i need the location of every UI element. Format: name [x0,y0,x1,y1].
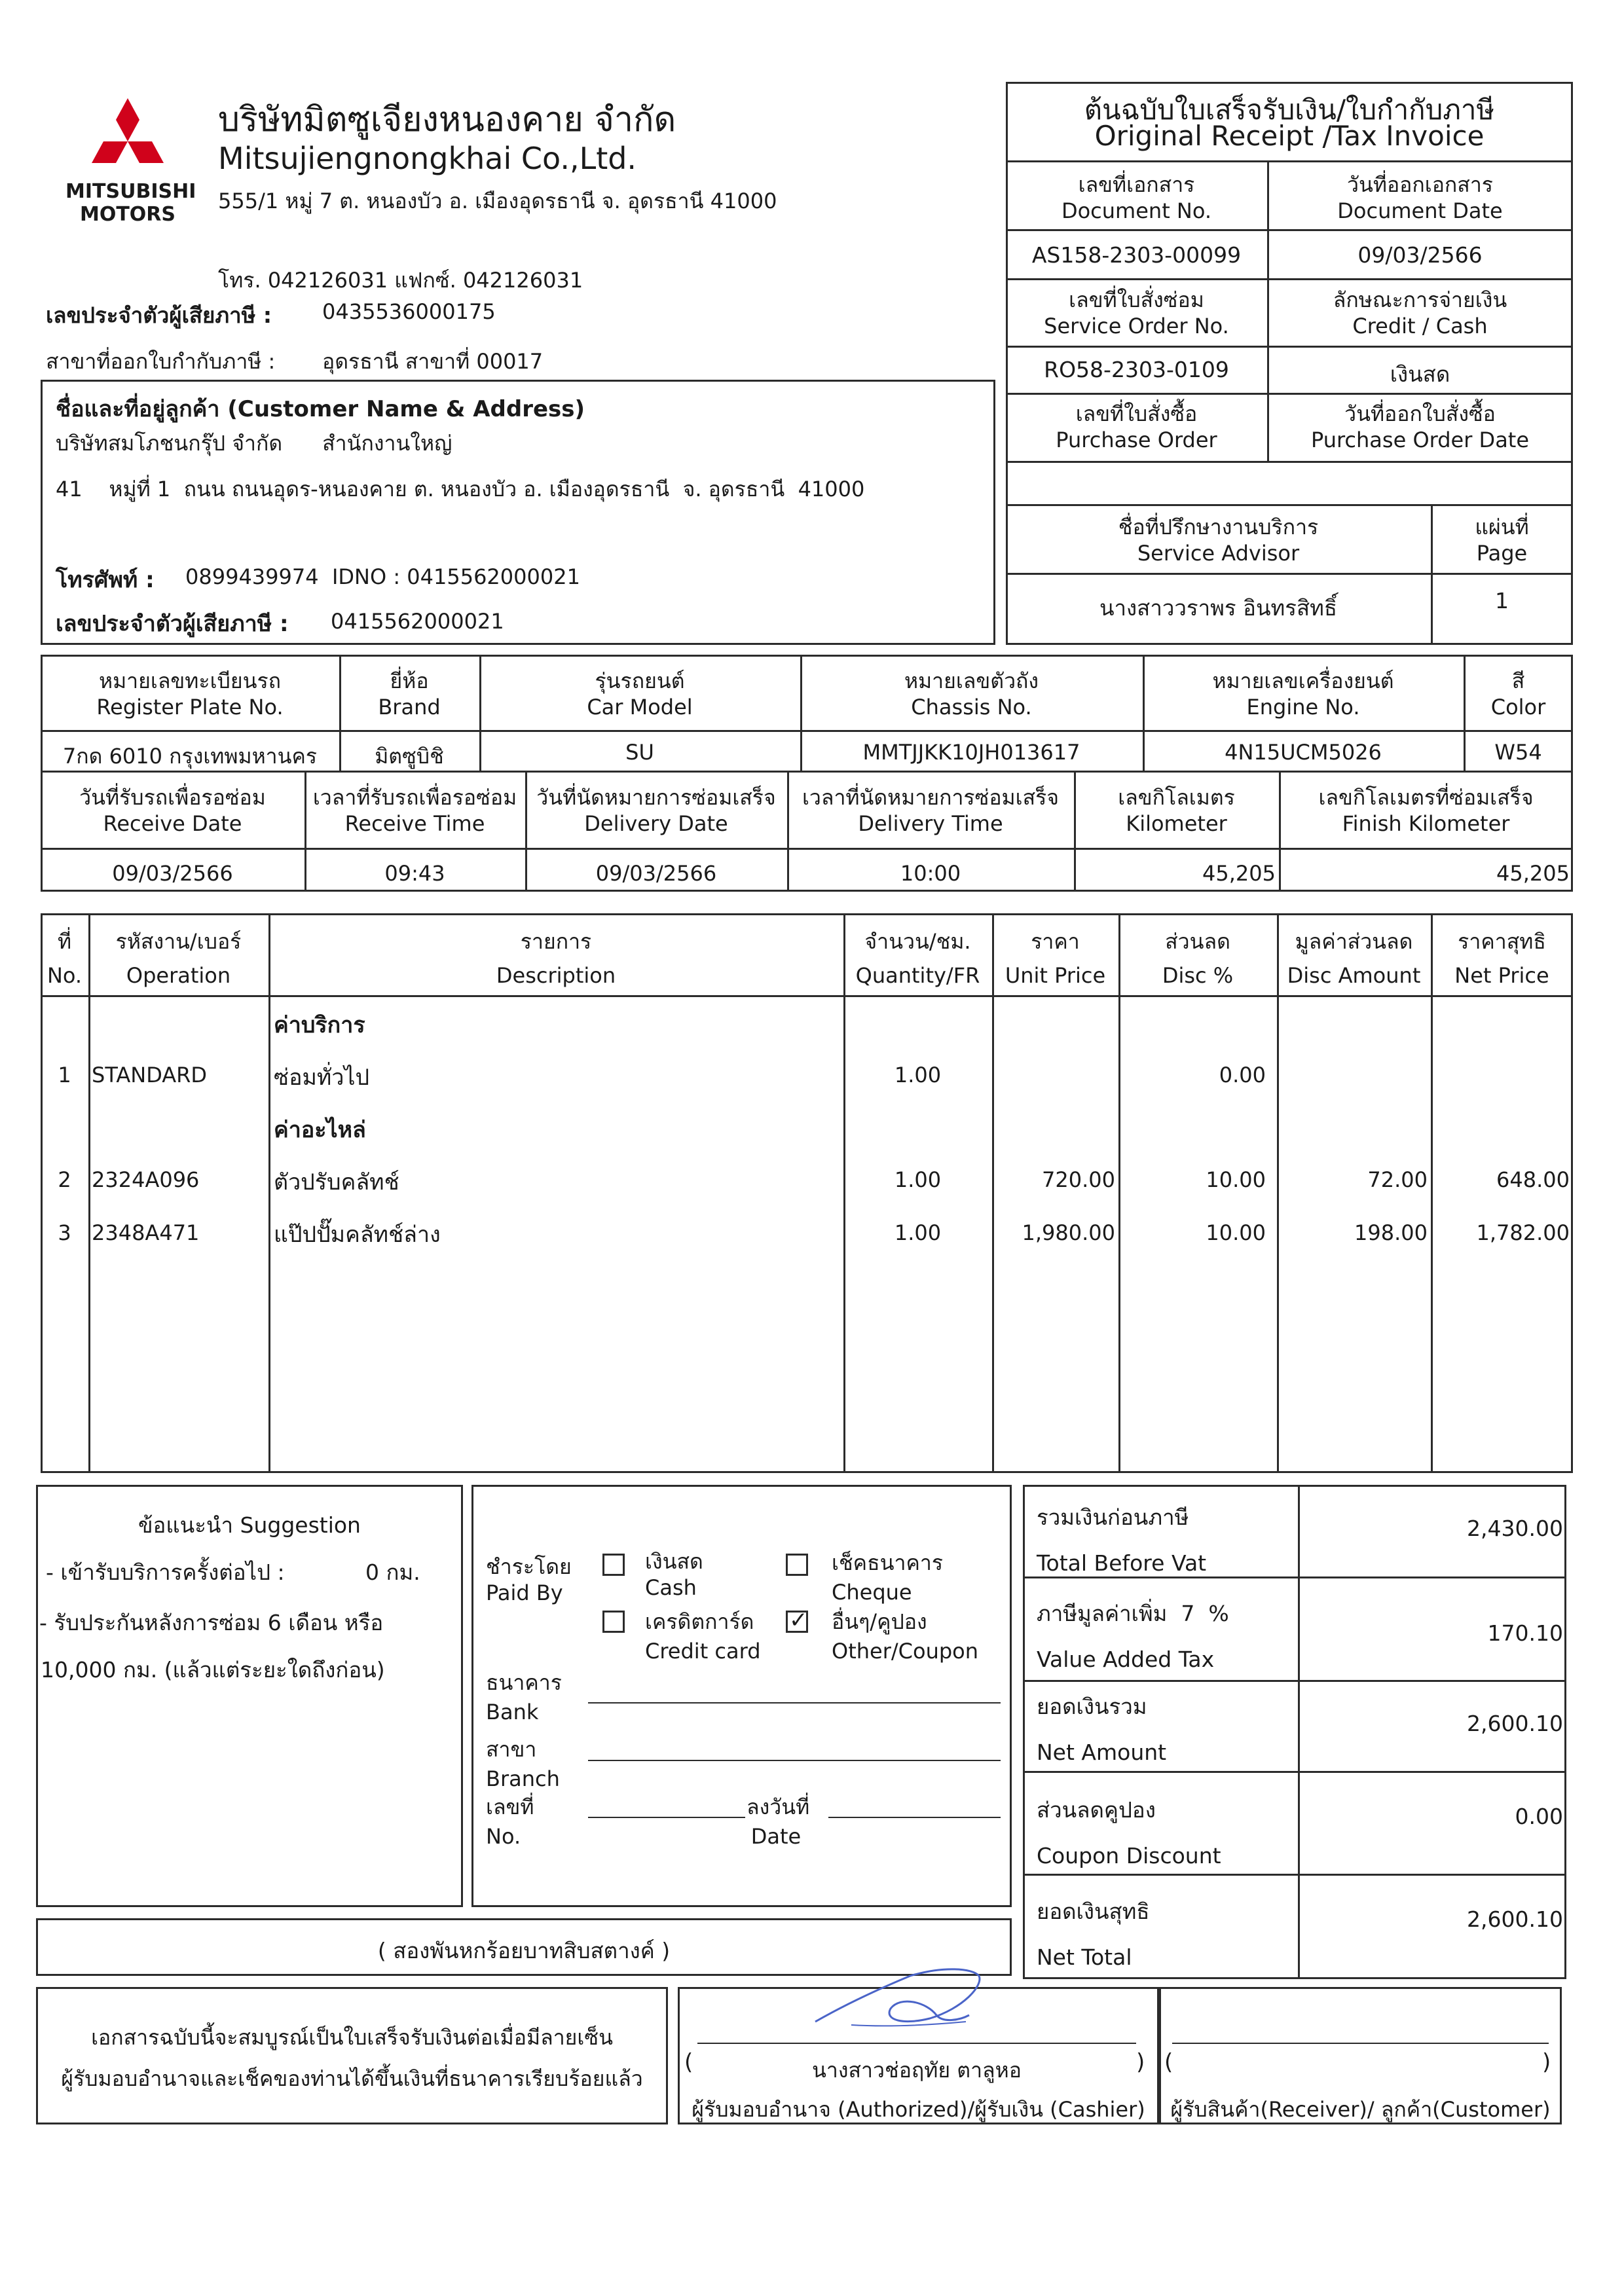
suggestion-line3: 10,000 กม. (แล้วแต่ระยะใดถึงก่อน) [41,1657,385,1683]
title-en: Original Receipt /Tax Invoice [1094,120,1485,152]
row3-operation: 2348A471 [92,1220,200,1245]
paid-by-label: ชำระโดย Paid By [486,1554,572,1605]
items-header-disc-percent: ส่วนลด Disc % [1162,929,1234,988]
vehicle-model-value: SU [625,740,654,765]
other-coupon-label: อื่นๆ/คูปอง Other/Coupon [832,1609,979,1664]
vehicle-chassis-value: MMTJJKK10JH013617 [862,740,1080,765]
finish-kilometer-value: 45,205 [1496,861,1570,886]
page-label: แผ่นที่ Page [1475,515,1529,566]
cheque-checkbox[interactable] [786,1554,808,1576]
vat-value: 170.10 [1487,1620,1563,1646]
row2-operation: 2324A096 [92,1167,200,1192]
items-header-operation: รหัสงาน/เบอร์ Operation [115,929,242,988]
items-header-net-price: ราคาสุทธิ Net Price [1454,929,1549,988]
doc-date-value: 09/03/2566 [1357,242,1483,268]
coupon-discount-label: ส่วนลดคูปอง Coupon Discount [1037,1797,1221,1868]
row3-net-price: 1,782.00 [1476,1220,1570,1245]
doc-no-value: AS158-2303-00099 [1031,242,1242,268]
customer-phone: 0899439974 IDNO : 0415562000021 [185,564,580,589]
items-header-disc-amount: มูลค่าส่วนลด Disc Amount [1287,929,1421,988]
section-service: ค่าบริการ [274,1012,365,1038]
branch-line[interactable] [588,1760,1001,1761]
row3-quantity: 1.00 [894,1220,942,1245]
payment-type-label: ลักษณะการจ่ายเงิน Credit / Cash [1333,287,1507,338]
vehicle-brand-value: มิตซูบิชิ [375,744,444,769]
net-total-value: 2,600.10 [1467,1906,1563,1932]
kilometer-header: เลขกิโลเมตร Kilometer [1118,785,1235,836]
row2-quantity: 1.00 [894,1167,942,1192]
footer-note-line1: เอกสารฉบับนี้จะสมบูรณ์เป็นใบเสร็จรับเงินต่อเมื่อมีลายเซ็น [91,2025,613,2050]
vehicle-header-chassis: หมายเลขตัวถัง Chassis No. [904,668,1039,720]
vat-label: ภาษีมูลค่าเพิ่ม 7 % Value Added Tax [1037,1601,1229,1672]
row1-description: ซ่อมทั่วไป [274,1065,370,1091]
customer-address: 41 หมู่ที่ 1 ถนน ถนนอุดร-หนองคาย ต. หนองบัว อ. เมืองอุดรธานี จ. อุดรธานี 41000 [56,477,865,501]
row3-no: 3 [58,1220,71,1245]
items-header-unit-price: ราคา Unit Price [1005,929,1106,988]
receive-date-value: 09/03/2566 [112,861,233,886]
amount-in-words: ( สองพันหกร้อยบาทสิบสตางค์ ) [377,1938,671,1963]
total-before-vat-label: รวมเงินก่อนภาษี Total Before Vat [1037,1504,1207,1576]
vehicle-header-model: รุ่นรถยนต์ Car Model [587,668,693,720]
receive-header-date: วันที่รับรถเพื่อรอซ่อม Receive Date [79,785,266,836]
vehicle-header-engine: หมายเลขเครื่องยนต์ Engine No. [1212,668,1394,720]
row1-operation: STANDARD [92,1063,208,1087]
purchase-order-label: เลขที่ใบสั่งซื้อ Purchase Order [1056,401,1217,452]
company-address: 555/1 หมู่ 7 ต. หนองบัว อ. เมืองอุดรธานี จ. อุดรธานี 41000 [218,189,777,213]
customer-tax-id: 0415562000021 [331,609,504,634]
row2-net-price: 648.00 [1496,1167,1570,1192]
cashier-paren-close: ) [1136,2049,1145,2075]
cashier-name: นางสาวช่อฤทัย ตาลูหอ [812,2058,1022,2083]
other-coupon-checkbox[interactable] [786,1607,808,1633]
customer-label: ชื่อและที่อยู่ลูกค้า (Customer Name & Address) [56,396,585,422]
cheque-label: เช็คธนาคาร Cheque [832,1550,943,1605]
doc-date-label: วันที่ออกเอกสาร Document Date [1337,172,1503,223]
vehicle-header-brand: ยี่ห้อ Brand [378,668,441,720]
page-value: 1 [1495,588,1509,613]
company-tax-id: 0435536000175 [322,299,496,324]
three-diamonds-icon [65,95,190,187]
receiver-label: ผู้รับสินค้า(Receiver)/ ลูกค้า(Customer) [1170,2097,1551,2122]
section-parts: ค่าอะไหล่ [274,1117,366,1143]
logo-text-motors: MOTORS [79,203,176,226]
bank-line[interactable] [588,1702,1001,1704]
items-header-no: ที่ No. [46,929,83,988]
delivery-header-time: เวลาที่นัดหมายการซ่อมเสร็จ Delivery Time [802,785,1060,836]
cash-label: เงินสด Cash [645,1549,703,1600]
row2-description: ตัวปรับคลัทช์ [274,1169,399,1195]
payment-type-value: เงินสด [1390,361,1450,387]
net-amount-label: ยอดเงินรวม Net Amount [1037,1694,1167,1765]
company-name-en: Mitsujiengnongkhai Co.,Ltd. [218,141,637,176]
row1-quantity: 1.00 [894,1063,942,1087]
service-order-value: RO58-2303-0109 [1044,357,1229,382]
suggestion-box [36,1485,463,1907]
cheque-no-label: เลขที่ No. [486,1795,534,1849]
bank-label: ธนาคาร Bank [486,1670,562,1724]
cheque-date-label: ลงวันที่ Date [747,1795,810,1849]
footer-note-box [36,1987,668,2124]
service-advisor-value: นางสาววราพร อินทรสิทธิ์ [1099,595,1338,621]
receiver-paren-close: ) [1542,2049,1551,2075]
mitsubishi-logo [65,95,196,236]
company-name-th: บริษัทมิตซูเจียงหนองคาย จำกัด [218,100,676,139]
items-header-description: รายการ Description [496,929,616,988]
net-total-label: ยอดเงินสุทธิ Net Total [1037,1899,1150,1970]
vehicle-color-value: W54 [1494,740,1542,765]
branch-value: อุดรธานี สาขาที่ 00017 [322,349,544,374]
credit-card-label: เครดิตการ์ด Credit card [645,1609,761,1664]
receive-header-time: เวลาที่รับรถเพื่อรอซ่อม Receive Time [312,785,517,836]
kilometer-value: 45,205 [1202,861,1276,886]
cashier-paren-open: ( [684,2049,693,2075]
suggestion-line2: - รับประกันหลังการซ่อม 6 เดือน หรือ [39,1610,384,1635]
vehicle-plate-value: 7กด 6010 กรุงเทพมหานคร [62,744,318,769]
customer-name: บริษัทสมโภชนกรุ๊ป จำกัด สำนักงานใหญ่ [56,431,452,456]
cheque-no-line[interactable] [588,1817,745,1818]
receiver-paren-open: ( [1164,2049,1173,2075]
footer-note-line2: ผู้รับมอบอำนาจและเช็คของท่านได้ขึ้นเงินที่ธนาคารเรียบร้อยแล้ว [61,2066,643,2091]
row3-disc-amount: 198.00 [1354,1220,1428,1245]
vehicle-engine-value: 4N15UCM5026 [1225,740,1382,765]
items-table [41,913,1573,1473]
suggestion-line1: - เข้ารับบริการครั้งต่อไป : [46,1559,285,1585]
vehicle-header-plate: หมายเลขทะเบียนรถ Register Plate No. [96,668,284,720]
row3-description: แป๊ปปั๊มคลัทช์ล่าง [274,1222,441,1248]
cash-checkbox[interactable] [602,1554,625,1576]
signature-scribble-icon [812,1963,989,2035]
row2-no: 2 [58,1167,71,1192]
doc-no-label: เลขที่เอกสาร Document No. [1061,172,1212,223]
service-advisor-label: ชื่อที่ปรึกษางานบริการ Service Advisor [1118,515,1319,566]
row3-unit-price: 1,980.00 [1022,1220,1115,1245]
branch-label: สาขาที่ออกใบกำกับภาษี : [46,349,276,374]
company-phone-fax: โทร. 042126031 แฟกซ์. 042126031 [218,268,583,293]
coupon-discount-value: 0.00 [1515,1804,1563,1829]
finish-kilometer-header: เลขกิโลเมตรที่ซ่อมเสร็จ Finish Kilometer [1318,785,1534,836]
cashier-signature-line[interactable] [697,2043,1136,2044]
row1-no: 1 [58,1063,71,1087]
title-th: ต้นฉบับใบเสร็จรับเงิน/ใบกำกับภาษี [1084,94,1495,126]
purchase-order-date-label: วันที่ออกใบสั่งซื้อ Purchase Order Date [1310,401,1530,452]
receive-time-value: 09:43 [384,861,445,886]
branch-label-pay: สาขา Branch [486,1737,560,1791]
row2-disc-amount: 72.00 [1367,1167,1428,1192]
items-header-quantity: จำนวน/ชม. Quantity/FR [855,929,980,988]
delivery-header-date: วันที่นัดหมายการซ่อมเสร็จ Delivery Date [536,785,776,836]
delivery-date-value: 09/03/2566 [595,861,717,886]
customer-phone-label: โทรศัพท์ : [56,567,155,593]
checkmark-icon: ✓ [789,1607,808,1633]
company-tax-label: เลขประจำตัวผู้เสียภาษี : [46,302,272,328]
cashier-label: ผู้รับมอบอำนาจ (Authorized)/ผู้รับเงิน (Cashier) [692,2097,1145,2122]
suggestion-title: ข้อแนะนำ Suggestion [138,1512,361,1538]
total-before-vat-value: 2,430.00 [1467,1516,1563,1541]
suggestion-line1-value: 0 กม. [365,1559,420,1585]
vehicle-header-color: สี Color [1490,668,1546,720]
net-amount-value: 2,600.10 [1467,1711,1563,1736]
receiver-signature-line[interactable] [1172,2043,1549,2044]
row3-disc-percent: 10.00 [1206,1220,1266,1245]
row1-disc-percent: 0.00 [1219,1063,1266,1087]
row2-disc-percent: 10.00 [1206,1167,1266,1192]
service-order-label: เลขที่ใบสั่งซ่อม Service Order No. [1044,287,1229,338]
row2-unit-price: 720.00 [1042,1167,1115,1192]
logo-text-mitsubishi: MITSUBISHI [65,180,196,203]
customer-tax-label: เลขประจำตัวผู้เสียภาษี : [56,611,289,637]
cheque-date-line[interactable] [828,1817,1001,1818]
delivery-time-value: 10:00 [900,861,961,886]
credit-card-checkbox[interactable] [602,1611,625,1633]
